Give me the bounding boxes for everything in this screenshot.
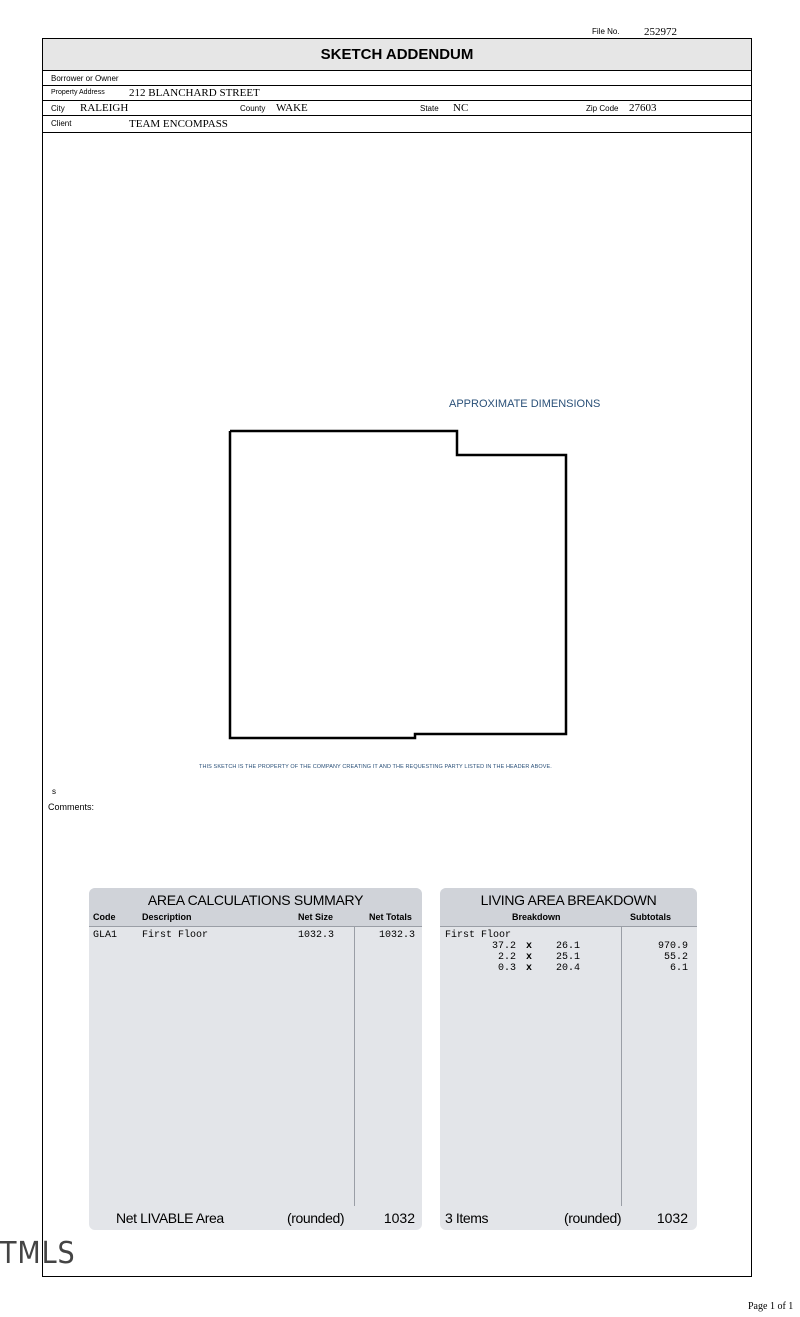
row-net-size: 1032.3 (298, 930, 335, 941)
page-number: Page 1 of 1 (748, 1301, 794, 1312)
borrower-label: Borrower or Owner (51, 74, 119, 83)
state-value: NC (453, 102, 469, 114)
dim-b: 20.4 (555, 963, 580, 974)
times-sign: x (526, 963, 533, 974)
dim-a: 0.3 (497, 963, 516, 974)
table-row (440, 952, 697, 963)
col-description-header: Description (142, 912, 192, 922)
times-sign: x (526, 952, 533, 963)
row-subtotal: 970.9 (657, 941, 688, 952)
times-sign: x (526, 941, 533, 952)
stray-mark: s (52, 787, 56, 796)
table-row (440, 941, 697, 952)
col-breakdown-header: Breakdown (512, 912, 561, 922)
dim-b: 25.1 (555, 952, 580, 963)
row-net-total: 1032.3 (378, 930, 415, 941)
breakdown-group: First Floor (445, 930, 512, 941)
dim-b: 26.1 (555, 941, 580, 952)
living-breakdown-title: LIVING AREA BREAKDOWN (480, 892, 657, 908)
dim-a: 37.2 (491, 941, 516, 952)
county-value: WAKE (276, 102, 308, 114)
comments-label: Comments: (48, 802, 95, 812)
state-label: State (420, 104, 439, 113)
property-note: THIS SKETCH IS THE PROPERTY OF THE COMPANY CREATING IT AND THE REQUESTING PARTY LISTED IN THE HEADER ABOVE. (199, 764, 552, 770)
zip-label: Zip Code (586, 104, 619, 113)
row-description: First Floor (142, 930, 209, 941)
file-no-label: File No. (592, 27, 620, 36)
col-code-header: Code (93, 912, 116, 922)
col-net-size-header: Net Size (298, 912, 334, 922)
city-value: RALEIGH (80, 102, 129, 114)
dim-a: 2.2 (497, 952, 516, 963)
address-value: 212 BLANCHARD STREET (129, 87, 260, 99)
zip-value: 27603 (629, 102, 657, 114)
county-label: County (240, 104, 266, 113)
page-title: SKETCH ADDENDUM (43, 39, 751, 71)
net-livable-total: 1032 (383, 1210, 415, 1226)
column-divider (354, 926, 355, 1206)
area-summary-panel (89, 888, 422, 1230)
col-subtotals-header: Subtotals (630, 912, 672, 922)
col-net-totals-header: Net Totals (369, 912, 412, 922)
file-no-value: 252972 (644, 26, 677, 38)
row-subtotal: 55.2 (663, 952, 688, 963)
client-label: Client (51, 119, 72, 128)
floor-plan-outline (230, 431, 566, 738)
row-code: GLA1 (93, 930, 118, 941)
address-label: Property Address (51, 89, 105, 96)
breakdown-total: 1032 (656, 1210, 688, 1226)
dimensions-note: APPROXIMATE DIMENSIONS (449, 398, 601, 410)
area-summary-title: AREA CALCULATIONS SUMMARY (147, 892, 364, 908)
net-livable-rounded: (rounded) (287, 1210, 345, 1226)
table-row (89, 930, 422, 942)
net-livable-label: Net LIVABLE Area (116, 1210, 224, 1226)
table-row (440, 963, 697, 974)
city-label: City (51, 104, 65, 113)
items-count: 3 Items (445, 1210, 489, 1226)
breakdown-rounded: (rounded) (564, 1210, 622, 1226)
watermark-logo: TMLS (0, 1236, 76, 1271)
living-breakdown-panel (440, 888, 697, 1230)
client-value: TEAM ENCOMPASS (129, 118, 228, 130)
row-subtotal: 6.1 (669, 963, 688, 974)
